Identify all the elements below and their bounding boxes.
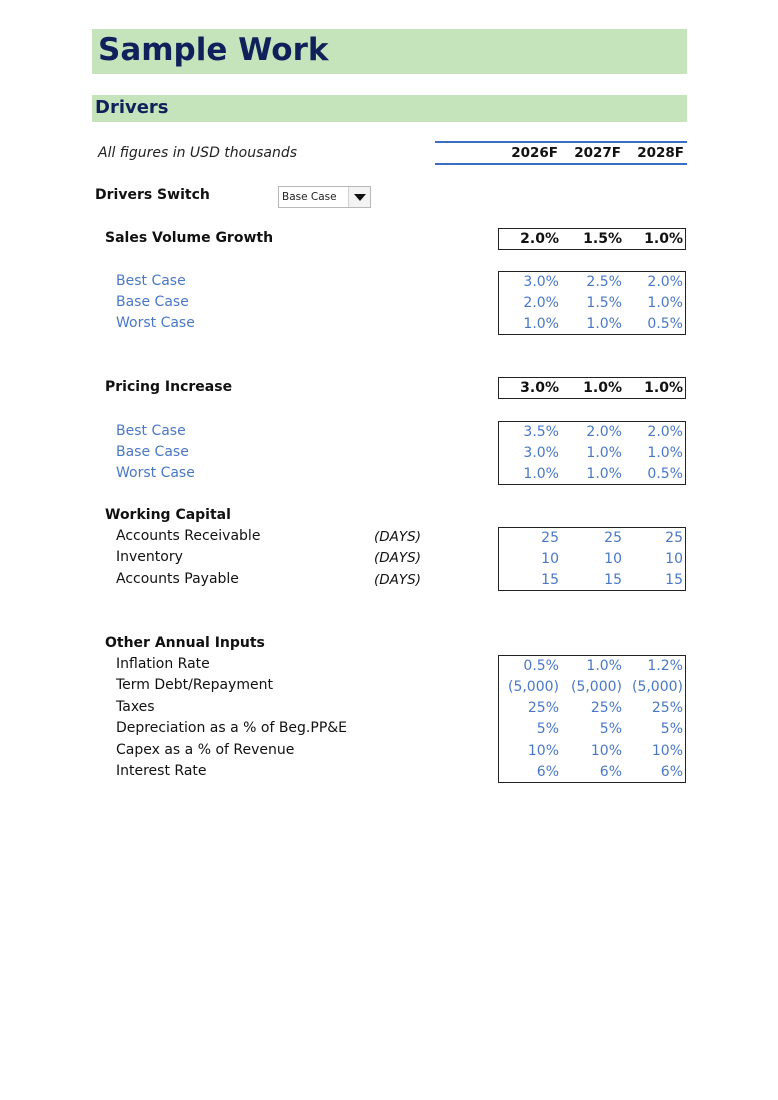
value-cell[interactable]: 25%	[651, 700, 683, 716]
value-cell[interactable]: 1.0%	[586, 466, 622, 482]
row-label: Capex as a % of Revenue	[116, 742, 295, 758]
value-cell[interactable]: 3.0%	[523, 274, 559, 290]
value-cell[interactable]: 6%	[660, 764, 683, 780]
value-cell[interactable]: 15	[665, 572, 683, 588]
row-label: Taxes	[116, 699, 155, 715]
value-cell[interactable]: (5,000)	[507, 679, 559, 695]
row-label: Depreciation as a % of Beg.PP&E	[116, 720, 348, 736]
page-title: Sample Work	[98, 32, 329, 68]
table-row	[499, 293, 685, 314]
sales-volume-growth-label: Sales Volume Growth	[105, 230, 274, 246]
case-label: Base Case	[116, 444, 189, 460]
working-capital-label: Working Capital	[105, 507, 231, 523]
value-cell[interactable]: 10	[541, 551, 559, 567]
value-cell[interactable]: 1.0%	[647, 295, 683, 311]
value-cell[interactable]: 10%	[651, 743, 683, 759]
value-cell[interactable]: 1.0%	[586, 658, 622, 674]
value-cell[interactable]: 1.0%	[644, 231, 683, 247]
header-top-rule	[435, 141, 687, 143]
value-cell[interactable]: 25%	[527, 700, 559, 716]
drivers-switch-label: Drivers Switch	[95, 187, 210, 203]
value-cell[interactable]: 1.5%	[583, 231, 622, 247]
value-cell[interactable]: 25	[604, 530, 622, 546]
case-label: Worst Case	[116, 465, 195, 481]
value-cell[interactable]: 3.0%	[523, 445, 559, 461]
chevron-down-icon	[354, 194, 366, 201]
value-cell[interactable]: 2.0%	[520, 231, 559, 247]
value-cell[interactable]: 2.0%	[647, 274, 683, 290]
other-inputs-label: Other Annual Inputs	[105, 635, 265, 651]
sales-volume-cases-box	[498, 271, 686, 335]
row-label: Inflation Rate	[116, 656, 210, 672]
value-cell[interactable]: 1.0%	[523, 316, 559, 332]
value-cell[interactable]: 15	[541, 572, 559, 588]
table-row	[499, 528, 685, 549]
unit-label: (DAYS)	[374, 550, 421, 566]
value-cell[interactable]: (5,000)	[570, 679, 622, 695]
other-inputs-box	[498, 655, 686, 783]
table-row	[499, 570, 685, 591]
table-row	[499, 762, 685, 783]
table-row	[499, 698, 685, 719]
value-cell[interactable]: 2.0%	[647, 424, 683, 440]
value-cell[interactable]: 3.0%	[520, 380, 559, 396]
value-cell[interactable]: 25%	[590, 700, 622, 716]
row-label: Accounts Payable	[116, 571, 239, 587]
table-row	[499, 677, 685, 698]
pricing-cases-box	[498, 421, 686, 485]
working-capital-box	[498, 527, 686, 591]
section-title: Drivers	[95, 97, 169, 118]
year-header: 2027F	[574, 145, 621, 161]
year-header: 2026F	[511, 145, 558, 161]
value-cell[interactable]: 10	[665, 551, 683, 567]
value-cell[interactable]: (5,000)	[631, 679, 683, 695]
table-row	[499, 719, 685, 740]
case-label: Best Case	[116, 273, 186, 289]
value-cell[interactable]: 1.0%	[586, 445, 622, 461]
table-row	[499, 549, 685, 570]
value-cell[interactable]: 10	[604, 551, 622, 567]
unit-label: (DAYS)	[374, 572, 421, 588]
value-cell[interactable]: 15	[604, 572, 622, 588]
value-cell[interactable]: 0.5%	[647, 466, 683, 482]
value-cell[interactable]: 1.0%	[644, 380, 683, 396]
row-label: Interest Rate	[116, 763, 207, 779]
row-label: Term Debt/Repayment	[116, 677, 273, 693]
value-cell[interactable]: 1.0%	[583, 380, 622, 396]
table-row	[499, 656, 685, 677]
section-banner	[92, 95, 687, 122]
value-cell[interactable]: 6%	[599, 764, 622, 780]
value-cell[interactable]: 6%	[536, 764, 559, 780]
value-cell[interactable]: 5%	[536, 721, 559, 737]
sales-volume-active-box	[498, 228, 686, 250]
table-row	[499, 378, 685, 399]
row-label: Accounts Receivable	[116, 528, 261, 544]
table-row	[499, 443, 685, 464]
table-row	[499, 229, 685, 250]
units-note: All figures in USD thousands	[98, 145, 298, 161]
value-cell[interactable]: 1.0%	[523, 466, 559, 482]
case-label: Worst Case	[116, 315, 195, 331]
value-cell[interactable]: 1.0%	[586, 316, 622, 332]
value-cell[interactable]: 2.0%	[586, 424, 622, 440]
year-header: 2028F	[637, 145, 684, 161]
dropdown-selected-value: Base Case	[282, 191, 337, 203]
row-label: Inventory	[116, 549, 183, 565]
value-cell[interactable]: 3.5%	[523, 424, 559, 440]
table-row	[499, 464, 685, 485]
case-label: Base Case	[116, 294, 189, 310]
value-cell[interactable]: 25	[665, 530, 683, 546]
value-cell[interactable]: 5%	[599, 721, 622, 737]
table-row	[499, 422, 685, 443]
value-cell[interactable]: 0.5%	[523, 658, 559, 674]
value-cell[interactable]: 2.5%	[586, 274, 622, 290]
header-bottom-rule	[435, 163, 687, 165]
drivers-switch-dropdown[interactable]	[278, 186, 371, 208]
value-cell[interactable]: 10%	[527, 743, 559, 759]
table-row	[499, 314, 685, 335]
pricing-increase-label: Pricing Increase	[105, 379, 233, 395]
table-row	[499, 741, 685, 762]
case-label: Best Case	[116, 423, 186, 439]
value-cell[interactable]: 1.0%	[647, 445, 683, 461]
dropdown-button[interactable]	[348, 187, 370, 207]
value-cell[interactable]: 25	[541, 530, 559, 546]
value-cell[interactable]: 0.5%	[647, 316, 683, 332]
value-cell[interactable]: 5%	[660, 721, 683, 737]
value-cell[interactable]: 1.5%	[586, 295, 622, 311]
unit-label: (DAYS)	[374, 529, 421, 545]
value-cell[interactable]: 2.0%	[523, 295, 559, 311]
value-cell[interactable]: 10%	[590, 743, 622, 759]
pricing-active-box	[498, 377, 686, 399]
title-banner	[92, 29, 687, 74]
table-row	[499, 272, 685, 293]
value-cell[interactable]: 1.2%	[647, 658, 683, 674]
